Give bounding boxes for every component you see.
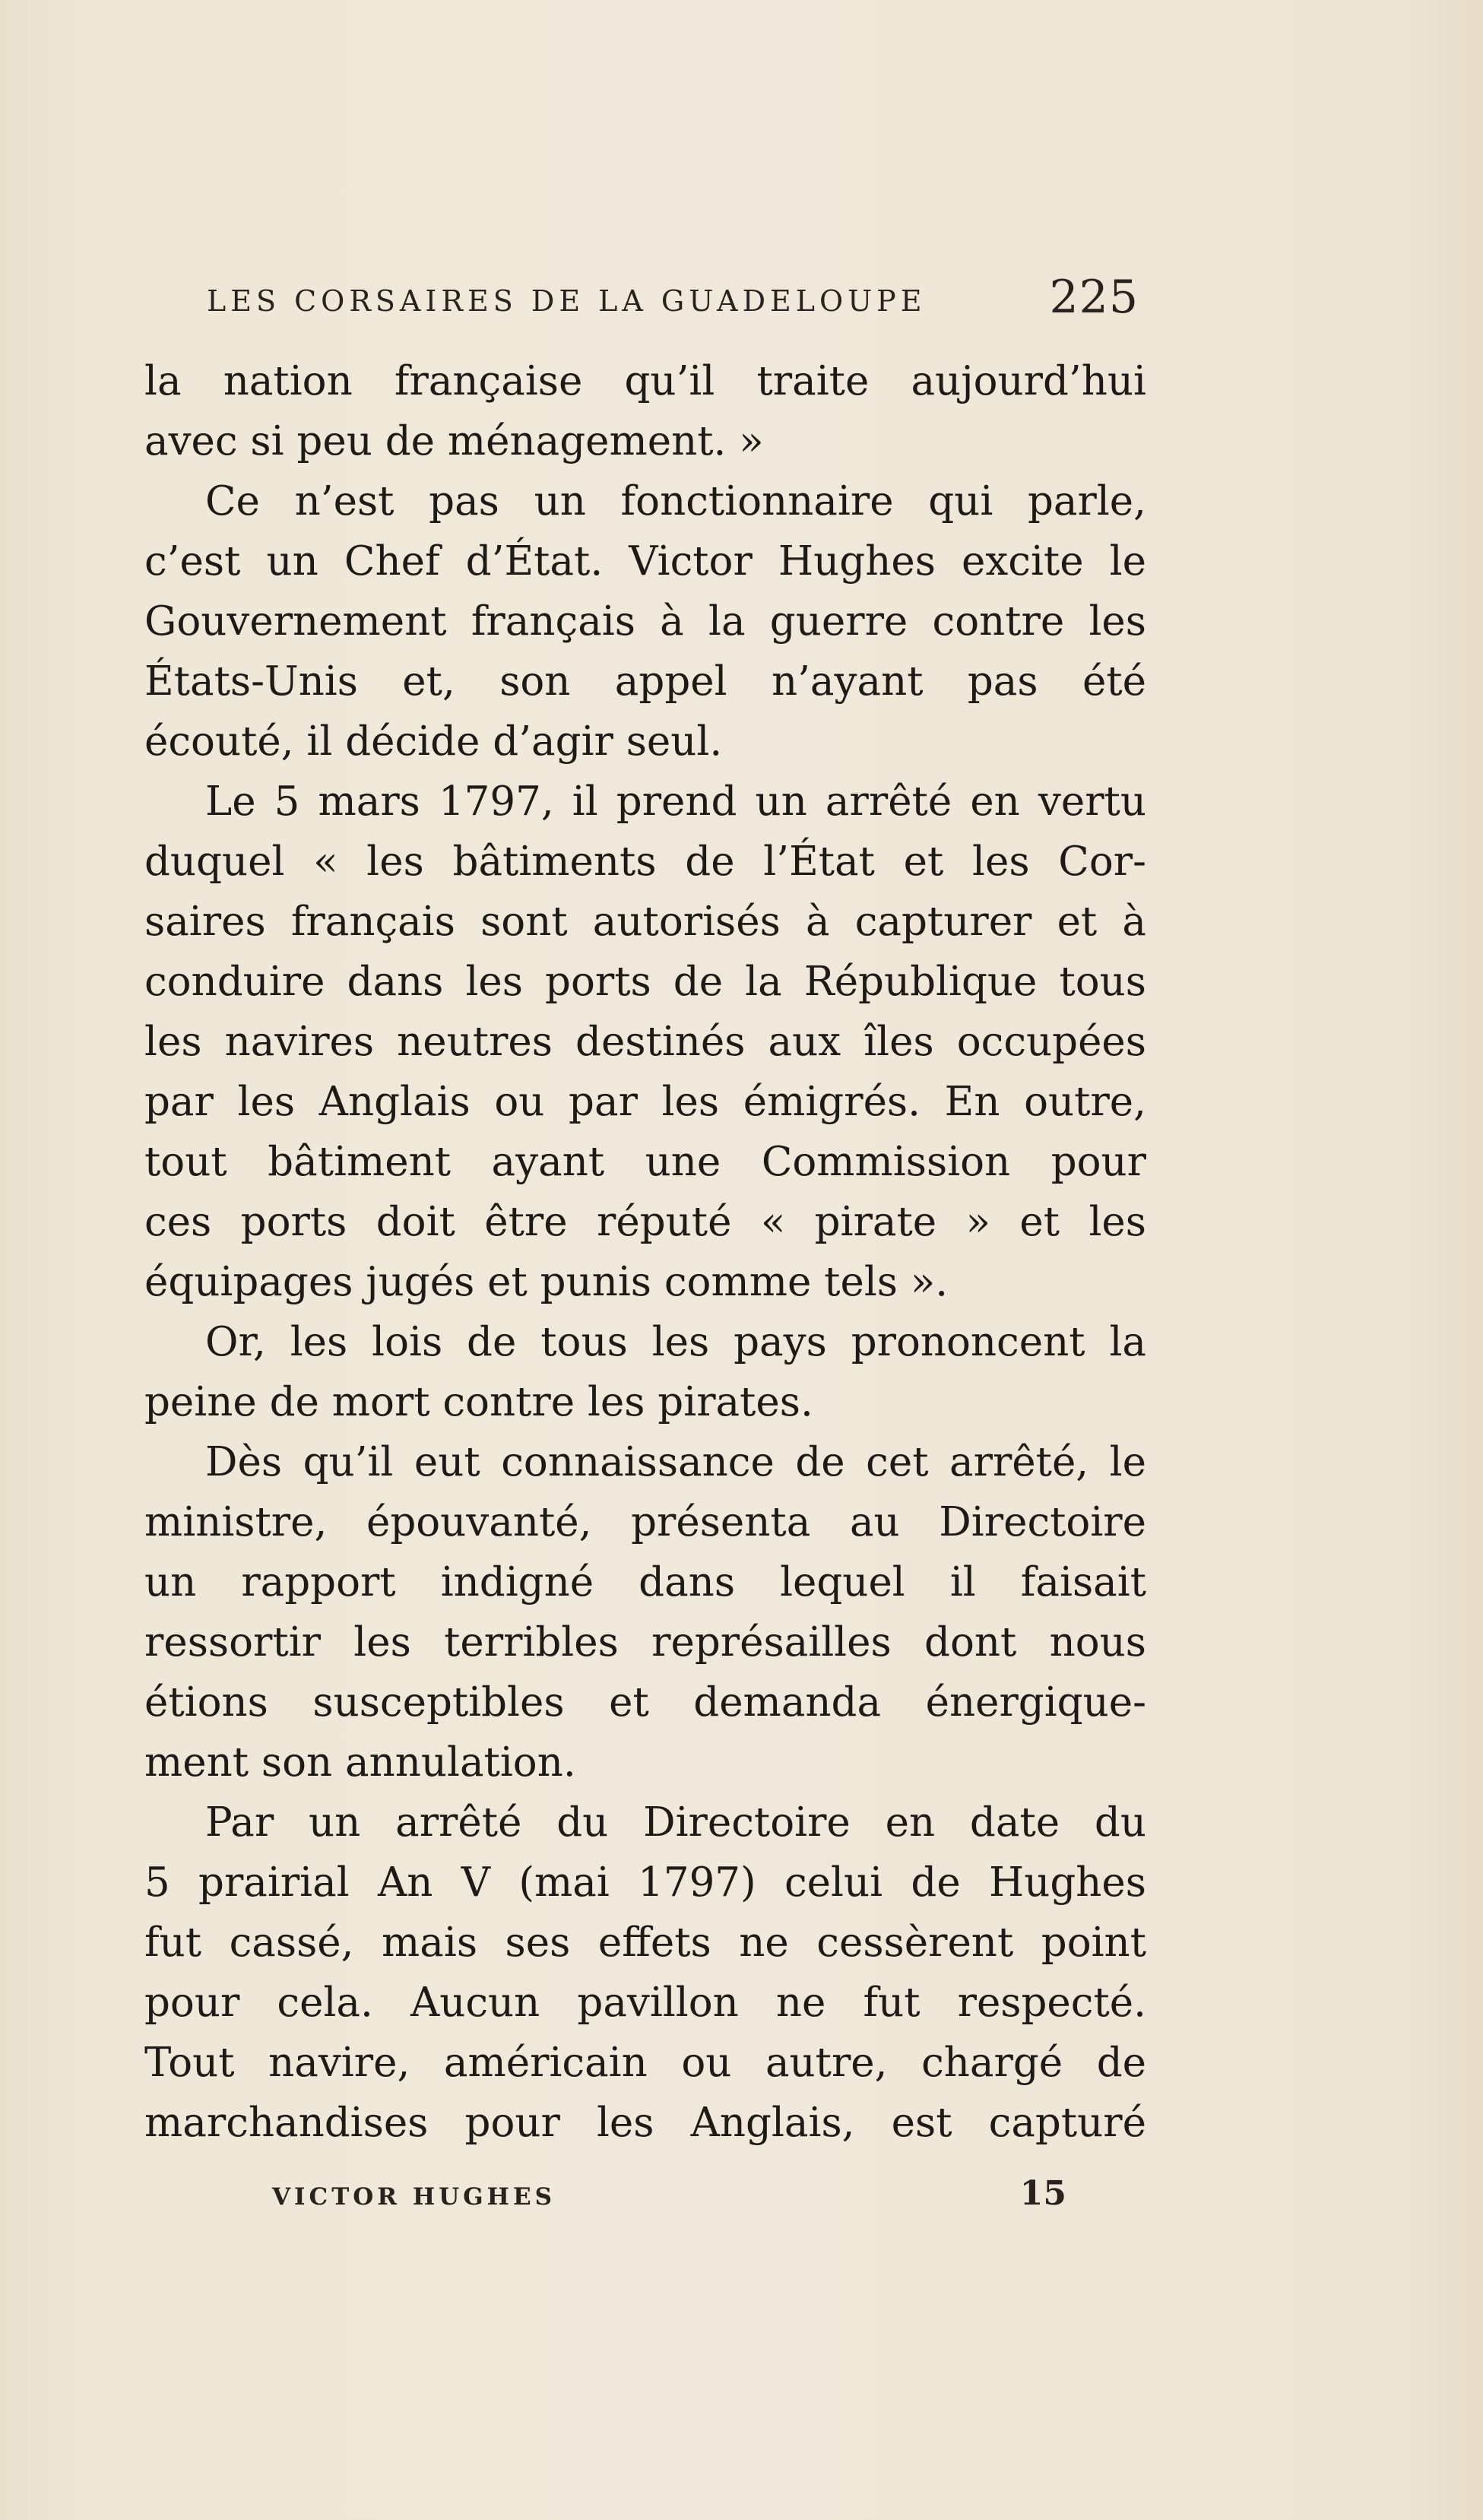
text-line: peine de mort contre les pirates. — [144, 1379, 813, 1425]
text-line: la nation française qu’il traite aujourd’hui — [144, 358, 1146, 404]
text-line: étions susceptibles et demanda énergique- — [144, 1679, 1146, 1726]
text-line: ressortir les terribles représailles dont nous — [144, 1619, 1146, 1666]
text-line: Or, les lois de tous les pays prononcent la — [205, 1319, 1146, 1365]
text-line: Ce n’est pas un fonctionnaire qui parle, — [205, 478, 1146, 525]
page-number: 225 — [1049, 271, 1139, 324]
text-line: c’est un Chef d’État. Victor Hughes excite le — [144, 538, 1146, 585]
text-line: fut cassé, mais ses effets ne cessèrent point — [144, 1919, 1146, 1966]
text-line: Tout navire, américain ou autre, chargé de — [144, 2040, 1146, 2086]
text-line: équipages jugés et punis comme tels ». — [144, 1259, 949, 1305]
text-line: écouté, il décide d’agir seul. — [144, 718, 723, 765]
text-line: saires français sont autorisés à capturer et à — [144, 899, 1146, 945]
text-line: Le 5 mars 1797, il prend un arrêté en vertu — [205, 778, 1146, 825]
text-line: les navires neutres destinés aux îles occupées — [144, 1019, 1146, 1065]
text-line: un rapport indigné dans lequel il faisait — [144, 1559, 1146, 1606]
text-line: ment son annulation. — [144, 1739, 576, 1786]
text-line: États-Unis et, son appel n’ayant pas été — [144, 658, 1146, 705]
text-line: Gouvernement français à la guerre contre les — [144, 598, 1146, 645]
text-line: tout bâtiment ayant une Commission pour — [144, 1139, 1146, 1185]
page-footer — [272, 2174, 1066, 2227]
body-text — [144, 351, 1146, 2153]
text-line: Par un arrêté du Directoire en date du — [205, 1799, 1146, 1846]
text-line: ministre, épouvanté, présenta au Directoire — [144, 1499, 1146, 1545]
running-head — [207, 258, 1139, 327]
text-line: marchandises pour les Anglais, est capturé — [144, 2100, 1146, 2146]
text-line: avec si peu de ménagement. » — [144, 418, 764, 464]
signature-mark: VICTOR HUGHES — [272, 2183, 556, 2211]
text-line: ces ports doit être réputé « pirate » et les — [144, 1199, 1146, 1245]
text-line: duquel « les bâtiments de l’État et les Cor- — [144, 838, 1146, 885]
text-line: par les Anglais ou par les émigrés. En outre, — [144, 1079, 1146, 1125]
text-line: conduire dans les ports de la République tous — [144, 959, 1146, 1005]
text-line: pour cela. Aucun pavillon ne fut respecté. — [144, 1980, 1146, 2026]
text-line: 5 prairial An V (mai 1797) celui de Hughes — [144, 1859, 1146, 1906]
running-title: LES CORSAIRES DE LA GUADELOUPE — [207, 284, 927, 318]
sheet-number: 15 — [1019, 2174, 1066, 2213]
text-line: Dès qu’il eut connaissance de cet arrêté, le — [205, 1439, 1146, 1485]
